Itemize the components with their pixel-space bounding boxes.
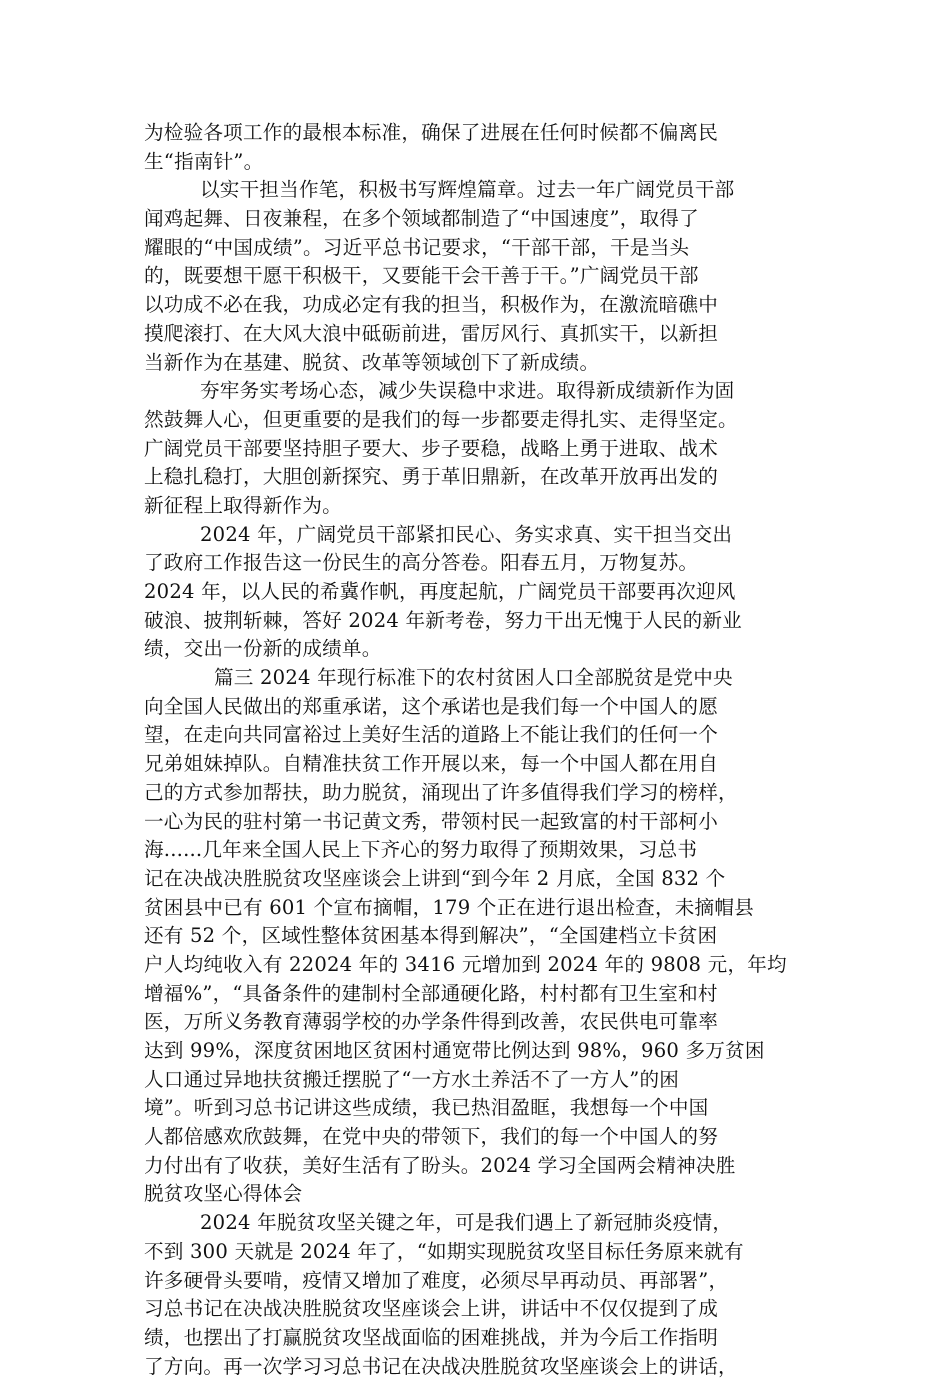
text-line: 生“指南针”。 xyxy=(144,149,264,173)
text-line: 破浪、披荆斩棘，答好 2024 年新考卷，努力干出无愧于人民的新业 xyxy=(144,608,742,632)
text-line: 为检验各项工作的最根本标准，确保了进展在任何时候都不偏离民 xyxy=(144,121,719,144)
text-line: 记在决战决胜脱贫攻坚座谈会上讲到“到今年 2 月底，全国 832 个 xyxy=(144,866,726,890)
text-line: 境”。听到习总书记讲这些成绩，我已热泪盈眶，我想每一个中国 xyxy=(144,1096,709,1120)
text-line: 篇三 2024 年现行标准下的农村贫困人口全部脱贫是党中央 xyxy=(214,666,733,690)
text-line: 一心为民的驻村第一书记黄文秀，带领村民一起致富的村干部柯小 xyxy=(144,809,719,833)
text-line: 人都倍感欢欣鼓舞，在党中央的带领下，我们的每一个中国人的努 xyxy=(144,1125,719,1149)
text-line: 2024 年脱贫攻坚关键之年，可是我们遇上了新冠肺炎疫情， xyxy=(200,1211,733,1235)
text-line: 2024 年，以人民的希冀作帆，再度起航，广阔党员干部要再次迎风 xyxy=(144,580,736,603)
text-line: 摸爬滚打、在大风大浪中砥砺前进，雷厉风行、真抓实干，以新担 xyxy=(144,321,719,345)
text-line: 习总书记在决战决胜脱贫攻坚座谈会上讲，讲话中不仅仅提到了成 xyxy=(144,1297,719,1321)
text-line: 望，在走向共同富裕过上美好生活的道路上不能让我们的任何一个 xyxy=(144,723,719,747)
text-line: 脱贫攻坚心得体会 xyxy=(144,1182,303,1206)
text-line: 增福%”，“具备条件的建制村全部通硬化路，村村都有卫生室和村 xyxy=(144,981,718,1005)
text-line: 以功成不必在我，功成必定有我的担当，积极作为，在激流暗礁中 xyxy=(144,293,719,317)
text-line: 然鼓舞人心，但更重要的是我们的每一步都要走得扎实、走得坚定。 xyxy=(144,407,738,431)
text-line: 人口通过异地扶贫搬迁摆脱了“一方水土养活不了一方人”的困 xyxy=(144,1067,680,1091)
text-line: 的，既要想干愿干积极干，又要能干会干善于干。”广阔党员干部 xyxy=(144,264,699,288)
text-line: 贫困县中已有 601 个宣布摘帽，179 个正在进行退出检查，未摘帽县 xyxy=(144,895,754,919)
text-line: 医，万所义务教育薄弱学校的办学条件得到改善，农民供电可靠率 xyxy=(144,1010,719,1034)
text-line: 耀眼的“中国成绩”。习近平总书记要求，“干部干部，干是当头 xyxy=(144,235,690,259)
text-line: 上稳扎稳打，大胆创新探究、勇于革旧鼎新，在改革开放再出发的 xyxy=(144,465,719,489)
text-line: 了方向。再一次学习习总书记在决战决胜脱贫攻坚座谈会上的讲话， xyxy=(144,1354,738,1378)
text-line: 当新作为在基建、脱贫、改革等领域创下了新成绩。 xyxy=(144,350,600,374)
document-body-text xyxy=(144,119,824,1381)
text-line: 新征程上取得新作为。 xyxy=(144,493,342,517)
text-line: 许多硬骨头要啃，疫情又增加了难度，必须尽早再动员、再部署”， xyxy=(144,1268,729,1292)
text-line: 力付出有了收获，美好生活有了盼头。2024 学习全国两会精神决胜 xyxy=(144,1153,736,1177)
text-line: 闻鸡起舞、日夜兼程，在多个领域都制造了“中国速度”，取得了 xyxy=(144,207,699,231)
text-line: 不到 300 天就是 2024 年了，“如期实现脱贫攻坚目标任务原来就有 xyxy=(144,1239,744,1263)
text-line: 2024 年，广阔党员干部紧扣民心、务实求真、实干担当交出 xyxy=(200,522,733,546)
text-line: 夯牢务实考场心态，减少失误稳中求进。取得新成绩新作为固 xyxy=(200,379,735,403)
text-line: 了政府工作报告这一份民生的高分答卷。阳春五月，万物复苏。 xyxy=(144,551,699,575)
text-line: 达到 99%，深度贫困地区贫困村通宽带比例达到 98%，960 多万贫困 xyxy=(144,1039,765,1062)
text-line: 绩，交出一份新的成绩单。 xyxy=(144,637,382,661)
text-line: 兄弟姐妹掉队。自精准扶贫工作开展以来，每一个中国人都在用自 xyxy=(144,752,719,776)
text-line: 广阔党员干部要坚持胆子要大、步子要稳，战略上勇于进取、战术 xyxy=(144,436,719,460)
text-line: 还有 52 个，区域性整体贫困基本得到解决”，“全国建档立卡贫困 xyxy=(144,924,718,948)
text-line: 海......几年来全国人民上下齐心的努力取得了预期效果，习总书 xyxy=(144,838,698,862)
text-line: 绩，也摆出了打赢脱贫攻坚战面临的困难挑战，并为今后工作指明 xyxy=(144,1325,719,1349)
text-line: 以实干担当作笔，积极书写辉煌篇章。过去一年广阔党员干部 xyxy=(200,178,735,202)
text-line: 己的方式参加帮扶，助力脱贫，涌现出了许多值得我们学习的榜样， xyxy=(144,780,738,804)
text-line: 户人均纯收入有 22024 年的 3416 元增加到 2024 年的 9808 元，年均 xyxy=(144,952,787,976)
text-line: 向全国人民做出的郑重承诺，这个承诺也是我们每一个中国人的愿 xyxy=(144,694,719,718)
